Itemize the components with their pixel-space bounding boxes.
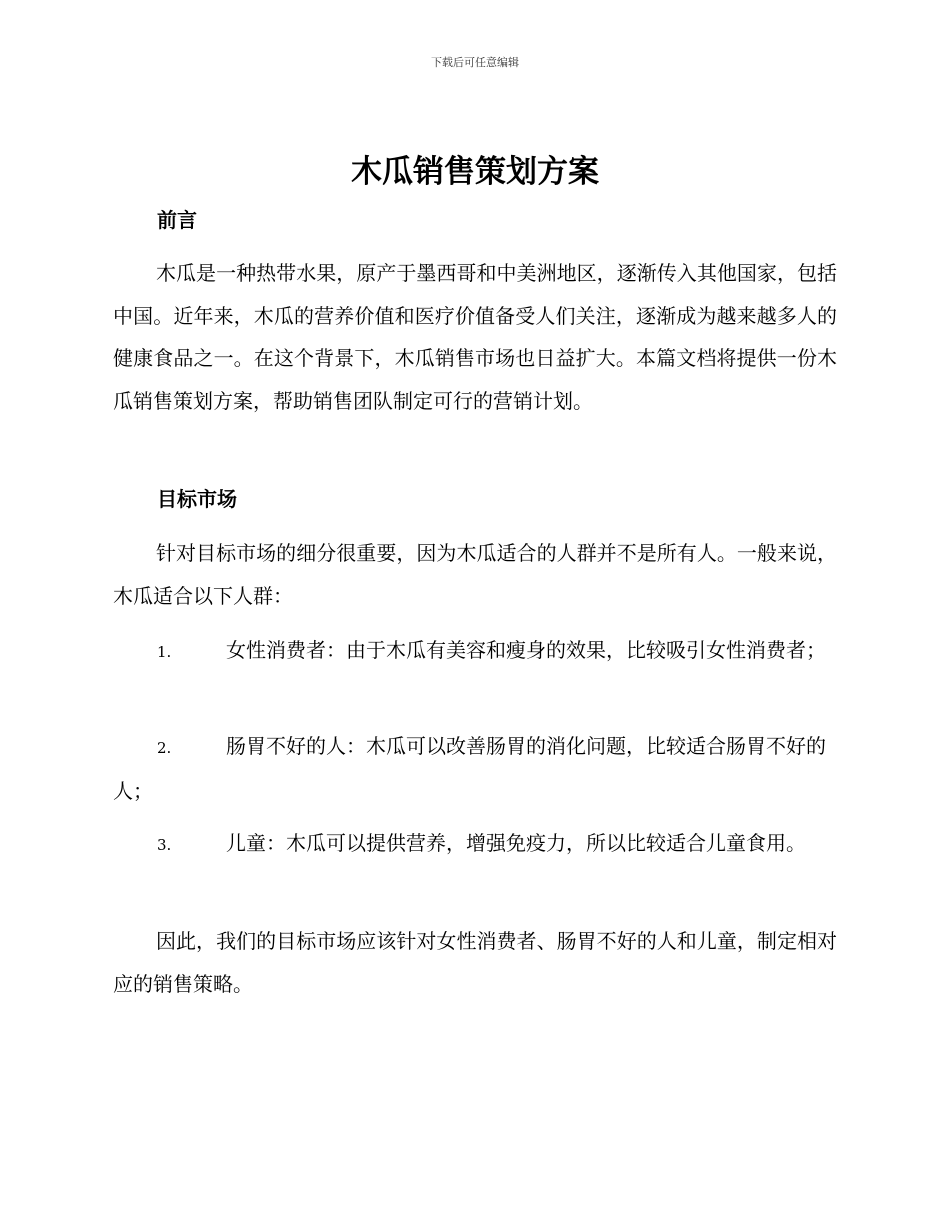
header-note: 下载后可任意编辑: [431, 56, 519, 69]
list-text: 肠胃不好的人：木瓜可以改善肠胃的消化问题，比较适合肠胃不好的人；: [113, 734, 826, 803]
preface-paragraph: 木瓜是一种热带水果，原产于墨西哥和中美洲地区，逐渐传入其他国家，包括中国。近年来，木瓜的营养价值和医疗价值备受人们关注，逐渐成为越来越多人的健康食品之一。在这个背景下，木瓜销售市场也日益扩大。本篇文档将提供一份木瓜销售策划方案，帮助销售团队制定可行的营销计划。: [113, 261, 837, 413]
list-text: 女性消费者：由于木瓜有美容和瘦身的效果，比较吸引女性消费者；: [226, 638, 826, 662]
list-number: 3.: [157, 836, 172, 854]
list-item: [113, 822, 837, 867]
list-number: 1.: [157, 643, 172, 661]
list-text: 儿童：木瓜可以提供营养，增强免疫力，所以比较适合儿童食用。: [226, 831, 806, 855]
target-market-intro: 针对目标市场的细分很重要，因为木瓜适合的人群并不是所有人。一般来说，木瓜适合以下人群：: [113, 541, 837, 608]
list-item: [113, 629, 837, 674]
list-item: [113, 725, 837, 812]
list-number: 2.: [157, 739, 172, 757]
section-heading-target-market: 目标市场: [157, 487, 237, 511]
document-title: 木瓜销售策划方案: [351, 154, 599, 190]
section-heading-preface: 前言: [157, 208, 197, 232]
target-market-conclusion: 因此，我们的目标市场应该针对女性消费者、肠胃不好的人和儿童，制定相对应的销售策略。: [113, 929, 837, 996]
